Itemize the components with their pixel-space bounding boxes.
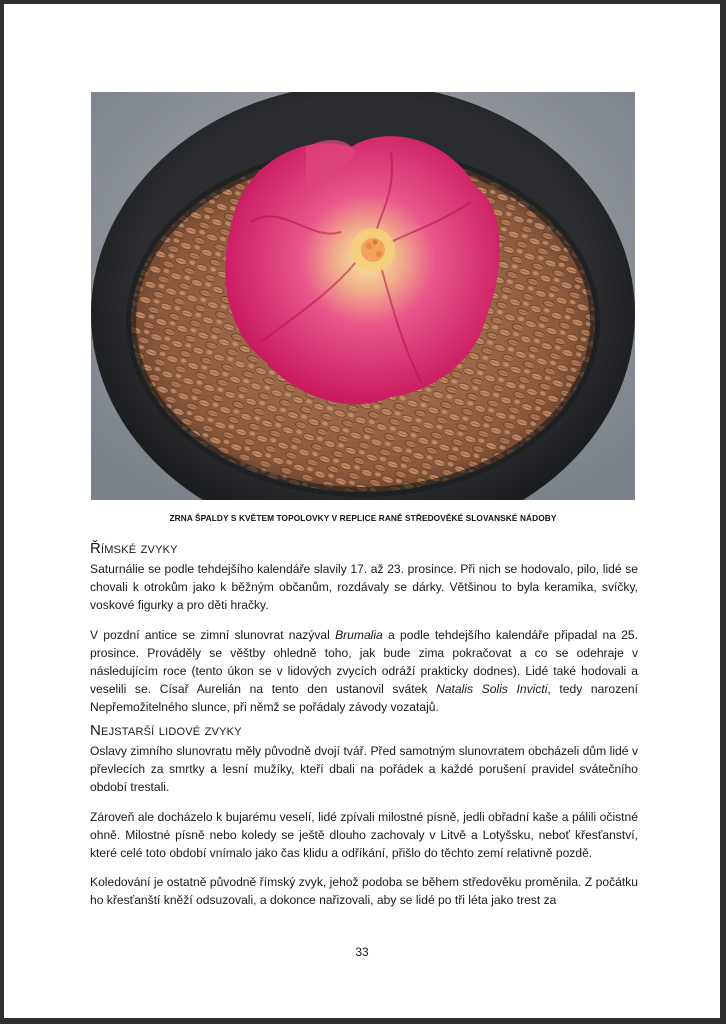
section-roman-customs	[90, 539, 638, 717]
page-number: 33	[355, 945, 369, 959]
paragraph: Koledování je ostatně původně římský zvyk, jehož podoba se během středověku proměnila. Z počátku ho křesťanští kněží odsuzovali, a dokonce nařizovali, aby se lidé po tři léta jako trest za	[90, 875, 638, 908]
paragraph: Oslavy zimního slunovratu měly původně dvojí tvář. Před samotným slunovratem obcházeli dům lidé v převlecích za smrtky a lesní mužíky, kteří dbali na pořádek a každé porušení pravidel svátečního období trestali.	[90, 744, 638, 795]
term-natalis-solis-invicti: Natalis Solis Invicti	[436, 682, 548, 697]
paragraph: Saturnálie se podle tehdejšího kalendáře slavily 17. až 23. prosince. Při nich se hodovalo, pilo, lidé se chovali k otrokům jako k běžným občanům, rozdávaly se dárky. Většinou to byla keramika, svíčky, voskové figurky a pro děti hračky.	[90, 562, 638, 613]
paragraph: V pozdní antice se zimní slunovrat nazýval Brumalia a podle tehdejšího kalendáře připadal na 25. prosince. Prováděly se věštby ohledně toho, jak bude zima pokračovat a co se odehraje v následujícím roce (tento úkon se v lidových zvycích odráží prakticky dodnes). Lidé také hodovali a veselili se. Císař Aurelián na tento den ustanovil svátek Natalis Solis Invicti, tedy narození Nepřemožitelného slunce, při němž se pořádaly závody vozatajů.	[90, 627, 638, 715]
document-page	[4, 4, 720, 1018]
section-heading: Římské zvyky	[90, 540, 178, 557]
photo-spelt-grains-hollyhock	[91, 92, 635, 500]
figure-caption: ZRNA ŠPALDY S KVĚTEM TOPOLOVKY V REPLICE RANĚ STŘEDOVĚKÉ SLOVANSKÉ NÁDOBY	[169, 513, 557, 523]
term-brumalia: Brumalia	[335, 627, 383, 642]
section-heading: Nejstarší lidové zvyky	[90, 722, 242, 739]
paragraph: Zároveň ale docházelo k bujarému veselí, lidé zpívali milostné písně, jedli obřadní kaše a pálili očistné ohně. Milostné písně nebo koledy se ještě dlouho zachovaly v Litvě a Lotyšsku, neboť křesťanství, které celé toto období vnímalo jako čas klidu a odříkání, přišlo do těchto zemí relativně pozdě.	[90, 809, 638, 861]
section-oldest-folk-customs	[90, 721, 638, 910]
